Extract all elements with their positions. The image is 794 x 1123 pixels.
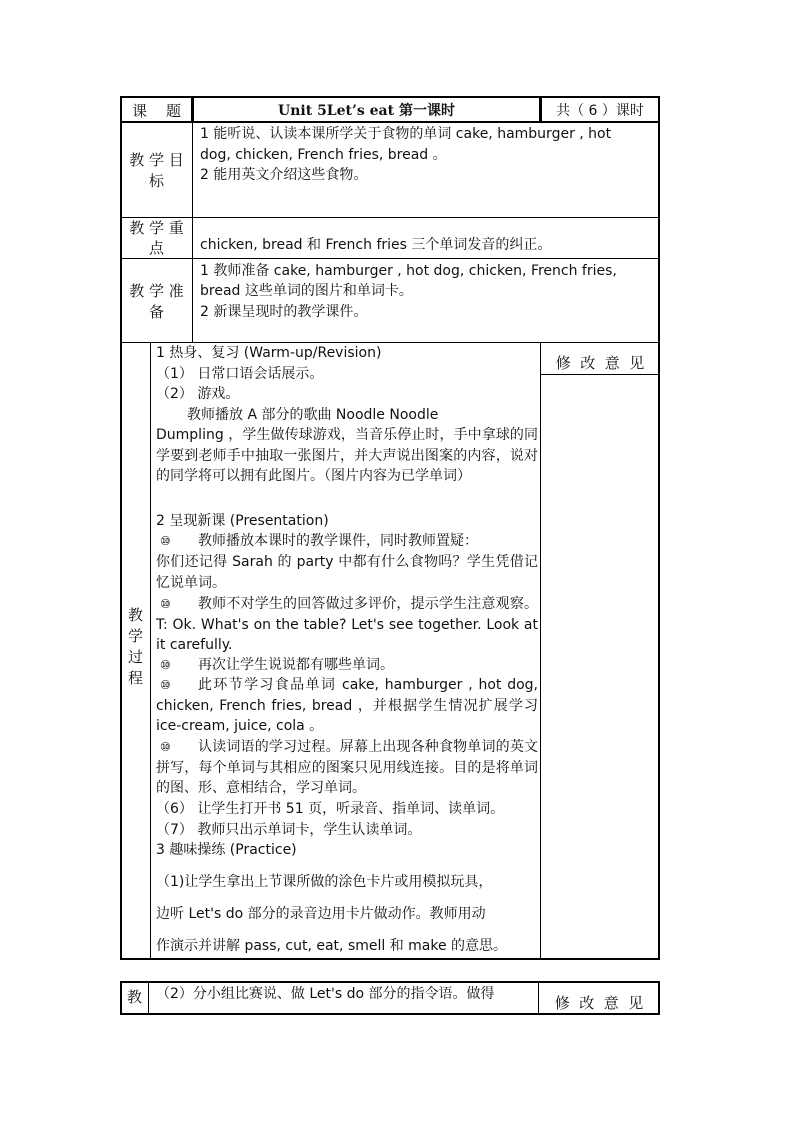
step-2-number: ⑩ [160, 597, 171, 611]
game-first-line: 教师播放 A 部分的歌曲 Noodle Noodle [187, 407, 439, 423]
preparation-label [121, 281, 192, 323]
objective-line-1: 1 能听说、认读本课所学关于食物的单词 cake, hamburger , hot [200, 126, 612, 142]
objective-label-line2: 标 [148, 172, 164, 190]
continuation-revision-header: 修 改 意 见 [554, 994, 644, 1012]
revision-header: 修 改 意 见 [555, 354, 645, 372]
topic-label: 课 题 [131, 102, 182, 120]
keypoint-text: chicken, bread 和 French fries 三个单词发音的纠正。 [200, 237, 552, 253]
process-label-char-2: 学 [127, 627, 143, 645]
keypoint-label [121, 218, 192, 258]
step-3-text: 再次让学生说说都有哪些单词。 [198, 657, 394, 673]
keypoint-label-line1: 教 学 重 [129, 219, 184, 237]
step-4-number: ⑩ [160, 678, 171, 692]
step-5-number: ⑩ [160, 740, 171, 754]
continuation-text: （2）分小组比赛说、做 Let's do 部分的指令语。做得 [156, 986, 495, 1002]
step-4-paragraph: 此环节学习食品单词 cake, hamburger , hot dog, chicken, French fries, bread ，并根据学生情况扩展学习 ice-cream, juice, cola 。 [156, 677, 538, 734]
keypoint-label-line2: 点 [148, 239, 164, 257]
preparation-line-3: 2 新课呈现时的教学课件。 [200, 304, 368, 320]
preparation-label-line2: 备 [148, 303, 164, 321]
objective-label-line1: 教 学 目 [129, 151, 184, 169]
preparation-label-line1: 教 学 准 [129, 282, 184, 300]
step-1-first-line: 教师播放本课时的教学课件，同时教师置疑： [198, 533, 478, 549]
practice-heading: 3 趣味操练 (Practice) [156, 842, 297, 858]
process-label [121, 605, 150, 689]
step-5-paragraph: 认读词语的学习过程。屏幕上出现各种食物单词的英文拼写，每个单词与其相应的图案只见用线连接。目的是将单词的图、形、意相结合，学习单词。 [156, 739, 538, 796]
lesson-title: Unit 5Let’s eat 第一课时 [278, 103, 455, 119]
continuation-label: 教 [126, 988, 142, 1006]
warmup-item-2: （2） 游戏。 [156, 386, 240, 402]
step-3-number: ⑩ [160, 658, 171, 672]
step-1-number: ⑩ [160, 534, 171, 548]
objective-label [121, 150, 192, 192]
game-paragraph: Dumpling ，学生做传球游戏，当音乐停止时，手中拿球的同学要到老师手中抽取一张图片，并大声说出图案的内容，说对的同学将可以拥有此图片。（图片内容为已学单词） [156, 427, 538, 484]
step-1-paragraph: 你们还记得 Sarah 的 party 中都有什么食物吗？学生凭借记忆说单词。 [156, 554, 538, 591]
practice-line-2: 边听 Let's do 部分的录音边用卡片做动作。教师用动 [156, 906, 486, 922]
practice-line-3: 作演示并讲解 pass, cut, eat, smell 和 make 的意思。 [156, 938, 508, 954]
step-6-text: （6） 让学生打开书 51 页，听录音、指单词、读单词。 [156, 801, 505, 817]
presentation-heading: 2 呈现新课 (Presentation) [156, 513, 329, 529]
objective-line-2: dog, chicken, French fries, bread 。 [200, 147, 447, 163]
step-7-text: （7） 教师只出示单词卡，学生认读单词。 [156, 822, 422, 838]
preparation-line-1: 1 教师准备 cake, hamburger , hot dog, chicken, French fries, [200, 263, 617, 279]
process-label-char-1: 教 [127, 606, 143, 624]
process-label-char-3: 过 [127, 648, 143, 666]
preparation-line-2: bread 这些单词的图片和单词卡。 [200, 283, 413, 299]
objective-line-3: 2 能用英文介绍这些食物。 [200, 167, 368, 183]
process-label-char-4: 程 [127, 669, 143, 687]
warmup-heading: 1 热身、复习 (Warm-up/Revision) [156, 345, 382, 361]
warmup-item-1: （1） 日常口语会话展示。 [156, 366, 324, 382]
practice-line-1: （1)让学生拿出上节课所做的涂色卡片或用模拟玩具， [156, 874, 493, 890]
lesson-hours: 共（ 6 ）课时 [556, 103, 644, 119]
step-2-paragraph: 教师不对学生的回答做过多评价，提示学生注意观察。 T: Ok. What's on the table? Let's see together. Look at it carefully. [156, 596, 538, 653]
revision-column-cell [540, 342, 660, 960]
